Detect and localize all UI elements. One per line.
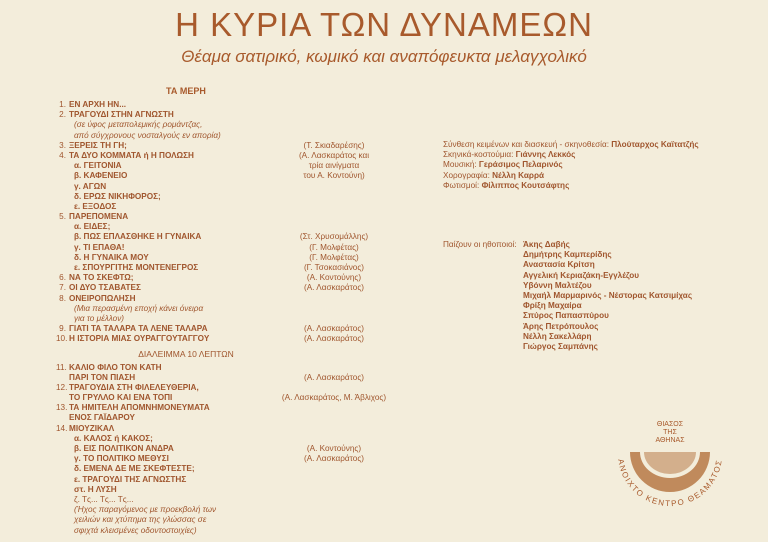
cast-member: [443, 301, 763, 311]
program-item-number: 6.: [59, 273, 66, 283]
crew-role: Σύνθεση κειμένων και διασκευή - σκηνοθεσία:: [443, 140, 612, 149]
program-item-credit: (Γ. Τσοκασιάνος): [303, 263, 365, 272]
cast-member: [443, 342, 763, 352]
program-item: [56, 363, 356, 373]
program-part-two: [56, 362, 387, 536]
program-item-title: για το μέλλον): [74, 313, 125, 323]
program-item-title: ΟΝΕΙΡΟΠΩΛΗΣΗ: [69, 293, 136, 303]
program-item: [56, 314, 356, 324]
program-item: [56, 505, 356, 515]
program-item-title: ΤΡΑΓΟΥΔΙ ΣΤΗΝ ΑΓΝΩΣΤΗ: [69, 110, 174, 120]
cast-member: [443, 311, 763, 321]
program-item-title: ΤΑ ΔΥΟ ΚΟΜΜΑΤΑ ή Η ΠΟΛΩΣΗ: [69, 150, 194, 160]
program-item: [56, 485, 356, 495]
logo-emblem-icon: [604, 416, 736, 528]
program-item-title: δ. Η ΓΥΝΑΙΚΑ ΜΟΥ: [74, 252, 149, 262]
crew-role: Χορογραφία:: [443, 170, 493, 180]
program-item: [56, 212, 356, 222]
program-item-title: ε. ΤΡΑΓΟΥΔΙ ΤΗΣ ΑΓΝΩΣΤΗΣ: [74, 474, 187, 484]
program-item: [56, 202, 356, 212]
theatre-logo: [604, 416, 736, 528]
program-item-title: γ. ΑΓΩΝ: [74, 181, 107, 191]
program-item: [56, 100, 356, 110]
crew-name: Φίλιππος Κουτσάφτης: [481, 180, 570, 190]
cast-name: Νέλλη Σακελλάρη: [523, 331, 592, 341]
program-item-title: χειλιών και χτύπημα της γλώσσας σε: [74, 515, 207, 525]
program-item: [56, 372, 364, 383]
program-item-title: β. ΕΙΣ ΠΟΛΙΤΙΚΟΝ ΑΝΔΡΑ: [74, 444, 174, 453]
program-item: [56, 171, 365, 181]
program-item-number: 13.: [56, 403, 68, 413]
program-item-credit: (Τ. Σκιαδαρέσης): [303, 140, 365, 150]
logo-arc-text: ΑΝΟΙΧΤΟ ΚΕΝΤΡΟ ΘΕΑΜΑΤΟΣ: [616, 458, 724, 509]
program-item-title: ΞΕΡΕΙΣ ΤΗ ΓΗ;: [69, 140, 127, 150]
logo-line-2: ΤΗΣ: [663, 429, 677, 436]
program-item: [56, 454, 364, 464]
cast-name: Δημήτρης Καμπερίδης: [523, 250, 612, 260]
program-item-number: 2.: [59, 110, 66, 120]
program-item-number: 11.: [56, 362, 67, 372]
crew-name: Γιάννης Λεκκός: [515, 150, 576, 160]
program-item-title: ΤΡΑΓΟΥΔΙΑ ΣΤΗ ΦΙΛΕΛΕΥΘΕΡΙΑ,: [69, 382, 199, 392]
program-item-title: (Ήχος παραγόμενος με προεκβολή των: [74, 505, 217, 515]
cast-name: Άρης Πετρόπουλος: [523, 321, 599, 331]
cast-name: Σπύρος Παπασπύρου: [523, 311, 609, 321]
program-item: [56, 263, 365, 273]
program-item-credit: (Α. Λασκαράτος): [303, 454, 364, 464]
crew-role: Μουσική:: [443, 160, 479, 170]
crew-credit: [443, 160, 763, 170]
crew-credit: [443, 181, 763, 191]
program-item-title: ΝΑ ΤΟ ΣΚΕΦΤΩ;: [69, 273, 134, 283]
show-title: Η ΚΥΡΙΑ ΤΩΝ ΔΥΝΑΜΕΩΝ: [175, 6, 593, 43]
crew-role: Σκηνικά-κοστούμια:: [443, 150, 516, 160]
program-item-credit: (Α. Λασκαράτος): [303, 334, 364, 344]
cast-member: [443, 332, 763, 342]
program-item-credit: τρία αινίγματα: [308, 161, 360, 171]
program-item: [56, 464, 356, 474]
parts-heading: ΤΑ ΜΕΡΗ: [166, 86, 206, 96]
cast-name: Αναστασία Κρίτση: [523, 260, 595, 270]
program-item: [56, 393, 387, 403]
program-item-title: από σύγχρονους νοσταλγούς εν απορία): [74, 130, 221, 140]
program-item-title: ΠΑΡΙ ΤΟΝ ΠΙΑΣΗ: [69, 372, 136, 382]
program-item: [56, 304, 356, 314]
crew-credit: [443, 171, 763, 181]
program-item-title: ΤΑ ΗΜΙΤΕΛΗ ΑΠΟΜΝΗΜΟΝΕΥΜΑΤΑ: [69, 403, 210, 413]
program-item: [56, 475, 356, 485]
program-item: [56, 273, 362, 283]
program-item: [56, 161, 360, 171]
crew-credit: [443, 150, 763, 160]
program-part-one: [56, 100, 370, 345]
program-item-number: 3.: [59, 140, 66, 150]
program-item-credit: (Α. Κοντούνης): [306, 273, 362, 283]
program-item: [56, 413, 356, 423]
program-item: [56, 526, 356, 536]
program-item-credit: (Α. Κοντούνης): [306, 444, 362, 453]
program-item-title: β. ΚΑΦΕΝΕΙΟ: [74, 171, 128, 181]
program-item-credit: του Α. Κοντούνη): [303, 171, 365, 181]
program-item: [56, 495, 356, 505]
program-item: [56, 131, 356, 141]
program-item-title: στ. Η ΛΥΣΗ: [74, 484, 117, 494]
program-item: [56, 283, 364, 293]
logo-line-3: ΑΘΗΝΑΣ: [655, 437, 685, 444]
program-item-title: ΓΙΑΤΙ ΤΑ ΤΑΛΑΡΑ ΤΑ ΛΕΝΕ ΤΑΛΑΡΑ: [69, 324, 208, 334]
program-item-title: α. ΓΕΙΤΟΝΙΑ: [74, 161, 122, 171]
program-item-number: 14.: [56, 423, 68, 433]
crew-name: Πλούταρχος Καϊτατζής: [611, 140, 699, 149]
program-item: [56, 383, 356, 393]
cast-member: [443, 271, 763, 281]
program-item: [56, 424, 356, 434]
program-item-title: α. ΕΙΔΕΣ;: [74, 222, 111, 232]
program-item: [56, 252, 359, 263]
cast-member: [443, 291, 763, 301]
program-item: [56, 334, 364, 344]
program-item-title: ΤΟ ΓΡΥΛΛΟ ΚΑΙ ΕΝΑ ΤΟΠΙ: [69, 393, 173, 403]
program-item-title: σφιχτά κλεισμένες οδοντοστοιχίες): [74, 525, 197, 535]
program-item-title: ΚΑΛΙΟ ΦΙΛΟ ΤΟΝ ΚΑΤΗ: [69, 362, 162, 372]
program-item-credit: (Α. Λασκαράτος, Μ. Άβλιχος): [281, 393, 387, 403]
program-item-number: 5.: [59, 212, 66, 222]
cast-name: Αγγελική Κεριαζάκη-Εγγλέζου: [523, 270, 639, 280]
program-item: [56, 232, 369, 242]
program-item-title: ΜΙΟΥΖΙΚΑΛ: [69, 423, 115, 433]
cast-member: [443, 240, 763, 250]
program-item-title: (Μια περασμένη εποχή κάνει όνειρα: [74, 303, 204, 313]
program-item-number: 10.: [56, 334, 68, 344]
crew-name: Γεράσιμος Πελαρινός: [478, 160, 563, 170]
cast-name: Υβόννη Μαλτέζου: [523, 280, 592, 290]
program-item: [56, 110, 356, 120]
program-item: [56, 140, 365, 151]
crew-credit: [443, 140, 763, 150]
program-item-credit: (Γ. Μολφέτας): [309, 242, 359, 252]
program-list: [56, 100, 387, 536]
crew-role: Φωτισμοί:: [443, 180, 482, 190]
program-item-number: 4.: [59, 150, 66, 160]
cast-member: [443, 260, 763, 270]
program-item: [56, 434, 356, 444]
program-item-number: 7.: [59, 283, 66, 293]
program-item-title: ε. ΕΞΟΔΟΣ: [74, 201, 117, 211]
crew-name: Νέλλη Καρρά: [492, 170, 545, 180]
program-item-title: δ. ΕΡΩΣ ΝΙΚΗΦΟΡΟΣ;: [74, 191, 161, 201]
program-item-number: 1.: [59, 100, 66, 109]
program-item: [56, 192, 356, 202]
program-item-credit: (Γ. Μολφέτας): [309, 252, 359, 262]
program-item: [56, 294, 356, 304]
program-item: [56, 182, 356, 192]
cast-member: [443, 322, 763, 332]
program-item: [56, 444, 362, 454]
program-item-title: ΕΝΟΣ ΓΑΪΔΑΡΟΥ: [69, 413, 136, 423]
program-item-title: ΕΝ ΑΡΧΗ ΗΝ...: [69, 100, 127, 109]
cast-name: Άκης Δαβής: [523, 240, 570, 249]
program-item-title: α. ΚΑΛΟΣ ή ΚΑΚΟΣ;: [74, 433, 153, 443]
program-item-credit: (Στ. Χρυσομάλλης): [299, 232, 369, 242]
program-item-title: ΠΑΡΕΠΟΜΕΝΑ: [69, 212, 129, 222]
program-item: [56, 222, 356, 232]
program-item-title: ζ. Τς... Τς... Τς...: [74, 494, 134, 504]
program-item-credit: (Α. Λασκαράτος): [303, 283, 364, 293]
logo-line-1: ΘΙΑΣΟΣ: [656, 421, 684, 428]
program-item-number: 8.: [59, 293, 66, 303]
intermission-label: ΔΙΑΛΕΙΜΜΑ 10 ΛΕΠΤΩΝ: [138, 348, 234, 359]
cast-member: [443, 250, 763, 260]
show-subtitle: Θέαμα σατιρικό, κωμικό και αναπόφευκτα μελαγχολικό: [181, 47, 587, 66]
program-item-title: (σε ύφος μεταπολεμικής ρομάντζας,: [74, 120, 203, 130]
cast-name: Γιώργος Σαμπάνης: [523, 341, 598, 351]
program-item-title: β. ΠΩΣ ΕΠΛΑΣΘΗΚΕ Η ΓΥΝΑΙΚΑ: [74, 232, 202, 242]
cast-member: [443, 281, 763, 291]
program-item: [56, 120, 356, 130]
cast-label: Παίζουν οι ηθοποιοί:: [443, 240, 517, 249]
program-item-title: ε. ΣΠΟΥΡΓΙΤΗΣ ΜΟΝΤΕΝΕΓΡΟΣ: [74, 263, 199, 272]
program-item-title: δ. ΕΜΕΝΑ ΔΕ ΜΕ ΣΚΕΦΤΕΣΤΕ;: [74, 464, 195, 474]
program-item-title: γ. ΤΙ ΕΠΑΘΑ!: [74, 242, 125, 252]
program-item: [56, 150, 370, 161]
program-item: [56, 242, 359, 253]
cast-name: Φρίξη Μαχαίρα: [523, 301, 582, 311]
cast-list: [443, 240, 763, 352]
crew-credits: [443, 140, 763, 191]
program-item-number: 9.: [59, 324, 66, 334]
program-item: [56, 324, 364, 334]
program-item-title: Η ΙΣΤΟΡΙΑ ΜΙΑΣ ΟΥΡΑΓΓΟΥΤΑΓΓΟΥ: [69, 334, 210, 344]
program-item-title: γ. ΤΟ ΠΟΛΙΤΙΚΟ ΜΕΘΥΣΙ: [74, 454, 169, 464]
cast-name: Μιχαήλ Μαρμαρινός - Νέστορας Κατσιμίχας: [523, 290, 693, 300]
program-item-credit: (Α. Λασκαράτος και: [298, 150, 370, 160]
program-item-credit: (Α. Λασκαράτος): [303, 372, 364, 382]
program-item-number: 12.: [56, 382, 68, 392]
program-item-credit: (Α. Λασκαράτος): [303, 324, 364, 334]
program-item: [56, 515, 356, 525]
program-item-title: ΟΙ ΔΥΟ ΤΣΑΒΑΤΕΣ: [69, 283, 141, 293]
program-item: [56, 403, 356, 413]
